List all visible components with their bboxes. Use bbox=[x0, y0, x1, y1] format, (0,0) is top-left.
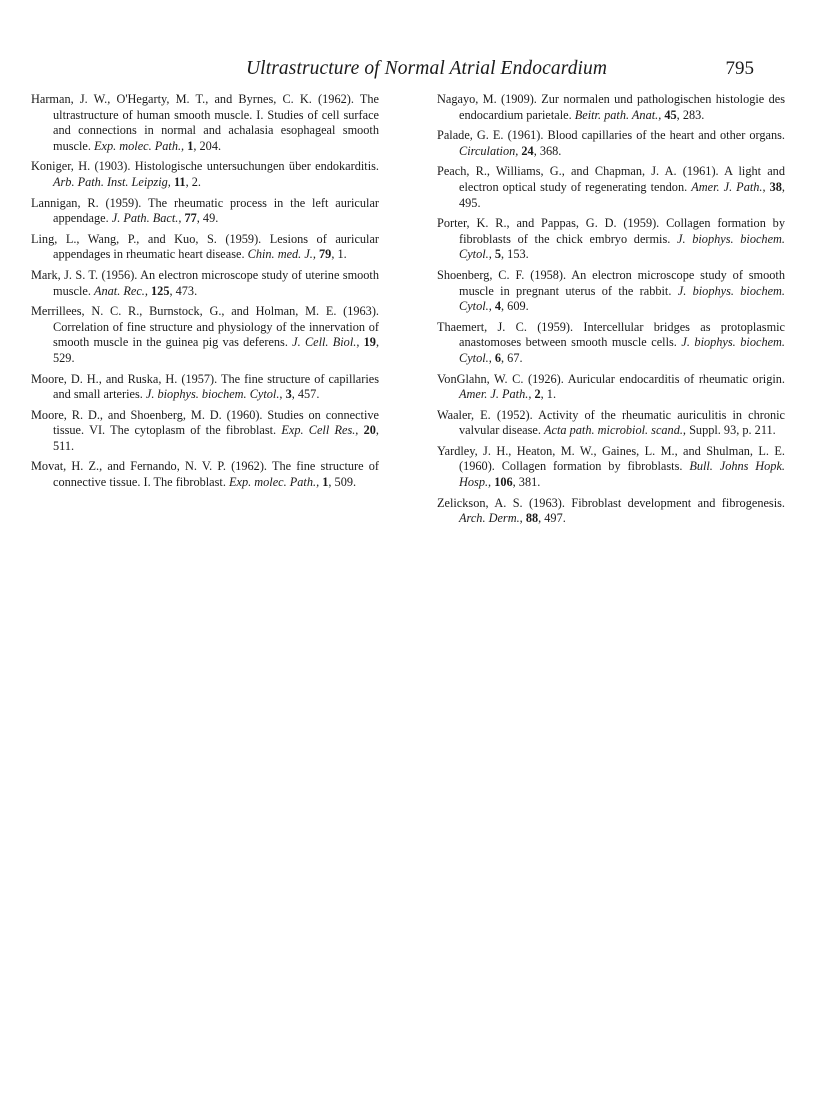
ref-volume: 24 bbox=[521, 143, 534, 158]
ref-pages: , 529. bbox=[53, 335, 380, 365]
reference-entry bbox=[31, 304, 379, 366]
reference-entry bbox=[437, 164, 785, 211]
reference-entry bbox=[31, 159, 379, 190]
reference-entry bbox=[437, 92, 785, 123]
ref-authors: Merrillees, N. C. R., Burnstock, G., and Holman, M. E. (1963). bbox=[31, 304, 379, 319]
ref-pages: Suppl. 93, p. 211. bbox=[689, 423, 776, 438]
ref-volume: 38 bbox=[769, 179, 782, 194]
ref-volume: 77 bbox=[184, 211, 197, 226]
ref-authors: Palade, G. E. (1961). bbox=[437, 128, 544, 143]
reference-entry bbox=[437, 408, 785, 439]
ref-title: The ultrastructure of human smooth muscle. I. Studies of cell surface and connections in normal and achalasia esophageal smooth muscle. bbox=[53, 92, 379, 153]
reference-entry bbox=[437, 444, 785, 491]
ref-journal: Beitr. path. Anat., bbox=[574, 107, 662, 122]
reference-entry bbox=[31, 408, 379, 455]
ref-title: Studies on connective tissue. VI. The cytoplasm of the fibroblast. bbox=[53, 407, 379, 438]
page-number: 795 bbox=[725, 58, 754, 79]
ref-pages: , 381. bbox=[512, 475, 541, 490]
ref-title: Intercellular bridges as protoplasmic anastomoses between smooth muscle cells. bbox=[459, 319, 786, 350]
ref-title: Fibroblast development and fibrogenesis. bbox=[571, 495, 785, 510]
ref-journal: J. biophys. biochem. Cytol., bbox=[459, 231, 785, 262]
ref-journal: Arb. Path. Inst. Leipzig, bbox=[53, 174, 171, 189]
ref-journal: Chin. med. J., bbox=[247, 247, 316, 262]
ref-pages: , 2. bbox=[185, 174, 201, 189]
ref-authors: Harman, J. W., O'Hegarty, M. T., and Byrnes, C. K. (1962). bbox=[31, 92, 354, 106]
ref-pages: , 153. bbox=[501, 247, 529, 262]
ref-pages: , 1. bbox=[540, 387, 557, 402]
references-right-column bbox=[437, 92, 785, 532]
ref-authors: Moore, R. D., and Shoenberg, M. D. (1960). bbox=[31, 407, 263, 422]
ref-journal: Anat. Rec., bbox=[93, 283, 148, 298]
reference-entry bbox=[31, 459, 379, 490]
ref-authors: Lannigan, R. (1959). bbox=[31, 195, 142, 210]
ref-volume: 1 bbox=[187, 138, 194, 153]
ref-volume: 79 bbox=[319, 247, 332, 262]
ref-authors: Thaemert, J. C. (1959). bbox=[437, 319, 574, 334]
ref-authors: Koniger, H. (1903). bbox=[31, 159, 131, 174]
ref-title: The fine structure of capillaries and small arteries. bbox=[53, 371, 379, 402]
ref-pages: , 67. bbox=[501, 350, 523, 365]
ref-pages: , 511. bbox=[53, 423, 379, 453]
reference-entry bbox=[31, 372, 379, 403]
reference-entry bbox=[437, 496, 785, 527]
ref-authors: Mark, J. S. T. (1956). bbox=[31, 267, 138, 282]
ref-authors: Nagayo, M. (1909). bbox=[437, 92, 537, 106]
ref-volume: 2 bbox=[534, 387, 541, 402]
ref-pages: , 368. bbox=[533, 143, 562, 158]
ref-authors: Zelickson, A. S. (1963). bbox=[437, 495, 565, 510]
ref-title: Activity of the rheumatic auriculitis in chronic valvular disease. bbox=[459, 407, 786, 438]
ref-volume: 11 bbox=[173, 174, 186, 189]
ref-title: Blood capillaries of the heart and other organs. bbox=[547, 128, 785, 143]
ref-volume: 1 bbox=[322, 475, 329, 490]
ref-pages: , 473. bbox=[169, 283, 198, 298]
ref-journal: Exp. Cell Res., bbox=[281, 423, 359, 438]
ref-volume: 19 bbox=[363, 335, 376, 350]
references-left-column bbox=[31, 92, 379, 496]
ref-journal: Bull. Johns Hopk. Hosp., bbox=[459, 459, 785, 490]
ref-title: Lesions of auricular appendages in rheumatic heart disease. bbox=[53, 231, 380, 262]
ref-title: Zur normalen und pathologischen histologie des endocardium parietale. bbox=[459, 92, 785, 122]
ref-title: An electron microscope study of uterine smooth muscle. bbox=[53, 267, 380, 298]
reference-entry bbox=[437, 372, 785, 403]
ref-authors: Moore, D. H., and Ruska, H. (1957). bbox=[31, 371, 218, 386]
ref-authors: Yardley, J. H., Heaton, M. W., Gaines, L. M., and Shulman, L. E. (1960). bbox=[437, 443, 785, 474]
ref-pages: , 497. bbox=[538, 511, 566, 526]
running-title: Ultrastructure of Normal Atrial Endocardium bbox=[246, 58, 608, 79]
ref-title: A light and electron optical study of regenerating tendon. bbox=[459, 164, 785, 194]
ref-title: The rheumatic process in the left auricular appendage. bbox=[53, 195, 379, 226]
ref-title: Collagen formation by fibroblasts. bbox=[501, 459, 683, 474]
ref-volume: 3 bbox=[285, 387, 292, 402]
ref-volume: 88 bbox=[525, 511, 539, 526]
ref-authors: Peach, R., Williams, G., and Chapman, J. A. (1961). bbox=[437, 164, 719, 179]
ref-journal: Amer. J. Path., bbox=[691, 179, 766, 194]
ref-volume: 6 bbox=[494, 350, 502, 365]
ref-authors: Porter, K. R., and Pappas, G. D. (1959). bbox=[437, 216, 660, 231]
ref-volume: 45 bbox=[664, 107, 677, 122]
ref-authors: Movat, H. Z., and Fernando, N. V. P. (1962). bbox=[31, 459, 267, 474]
ref-title: Correlation of fine structure and physiology of the innervation of smooth muscle in the guinea pig vas deferens. bbox=[53, 319, 379, 350]
reference-entry bbox=[437, 268, 785, 315]
ref-journal: J. Cell. Biol., bbox=[292, 335, 360, 350]
ref-journal: J. Path. Bact., bbox=[111, 211, 182, 226]
page-header bbox=[0, 58, 816, 84]
ref-pages: , 283. bbox=[676, 107, 705, 122]
ref-journal: J. biophys. biochem. Cytol., bbox=[459, 283, 786, 314]
ref-title: Collagen formation by fibroblasts of the chick embryo dermis. bbox=[459, 216, 785, 246]
ref-volume: 20 bbox=[363, 423, 376, 438]
reference-entry bbox=[437, 216, 785, 263]
ref-volume: 125 bbox=[151, 283, 170, 298]
reference-entry bbox=[31, 232, 379, 263]
ref-authors: Ling, L., Wang, P., and Kuo, S. (1959). bbox=[31, 231, 262, 246]
ref-volume: 4 bbox=[494, 299, 502, 314]
ref-title: Histologische untersuchungen über endokarditis. bbox=[134, 159, 379, 174]
ref-authors: Shoenberg, C. F. (1958). bbox=[437, 267, 567, 282]
ref-volume: 5 bbox=[494, 247, 502, 262]
ref-pages: , 509. bbox=[328, 475, 357, 490]
ref-journal: Acta path. microbiol. scand., bbox=[544, 423, 686, 438]
ref-pages: , 609. bbox=[501, 299, 529, 314]
ref-volume: 106 bbox=[494, 475, 513, 490]
reference-entry bbox=[437, 128, 785, 159]
ref-pages: , 1. bbox=[331, 247, 347, 262]
ref-journal: Circulation, bbox=[459, 143, 519, 158]
ref-journal: Exp. molec. Path., bbox=[229, 475, 320, 490]
ref-journal: Arch. Derm., bbox=[459, 511, 523, 526]
reference-entry bbox=[31, 92, 379, 154]
reference-entry bbox=[31, 196, 379, 227]
reference-entry bbox=[31, 268, 379, 299]
ref-journal: Amer. J. Path., bbox=[459, 387, 532, 402]
ref-title: Auricular endocarditis of rheumatic origin. bbox=[567, 371, 785, 386]
ref-journal: J. biophys. biochem. Cytol., bbox=[459, 335, 785, 365]
ref-journal: Exp. molec. Path., bbox=[93, 138, 185, 153]
ref-authors: VonGlahn, W. C. (1926). bbox=[437, 371, 564, 386]
ref-pages: , 204. bbox=[193, 138, 222, 153]
ref-title: The fine structure of connective tissue. I. The fibroblast. bbox=[53, 459, 380, 490]
ref-pages: , 495. bbox=[459, 179, 785, 210]
reference-entry bbox=[437, 320, 785, 367]
ref-pages: , 457. bbox=[291, 387, 320, 402]
ref-authors: Waaler, E. (1952). bbox=[437, 407, 533, 422]
ref-pages: , 49. bbox=[196, 211, 219, 226]
ref-journal: J. biophys. biochem. Cytol., bbox=[145, 387, 283, 402]
ref-title: An electron microscope study of smooth muscle in pregnant uterus of the rabbit. bbox=[459, 267, 785, 298]
